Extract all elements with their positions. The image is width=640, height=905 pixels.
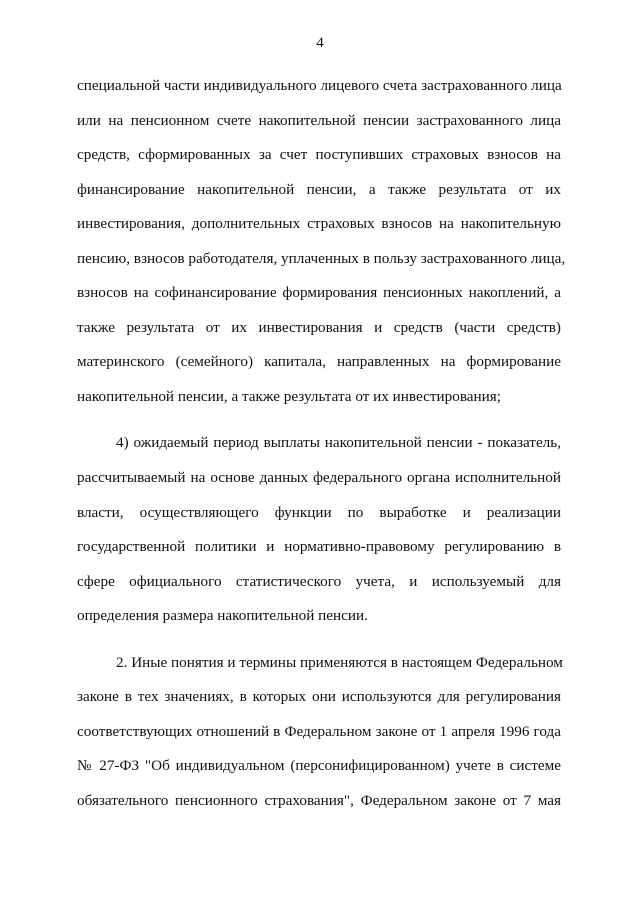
text-line: накопительной пенсии, а также результата от их инвестирования; <box>77 387 502 405</box>
text-line: материнского (семейного) капитала, направленных на формирование <box>77 353 561 371</box>
text-line: рассчитываемый на основе данных федерального органа исполнительной <box>77 469 561 487</box>
paragraph-1 <box>77 74 566 419</box>
text-line: законе в тех значениях, в которых они используются для регулирования <box>77 688 561 706</box>
text-line: средств, сформированных за счет поступивших страховых взносов на <box>77 146 561 164</box>
text-line: 2. Иные понятия и термины применяются в настоящем Федеральном <box>116 653 563 671</box>
text-line: пенсию, взносов работодателя, уплаченных в пользу застрахованного лица, <box>77 249 566 267</box>
text-line: также результата от их инвестирования и средств (части средств) <box>77 318 561 336</box>
text-line: соответствующих отношений в Федеральном законе от 1 апреля 1996 года <box>77 722 561 740</box>
text-line: власти, осуществляющего функции по выработке и реализации <box>77 503 561 521</box>
paragraph-2 <box>77 431 561 638</box>
paragraph-3 <box>77 651 561 824</box>
text-line: определения размера накопительной пенсии. <box>77 607 368 625</box>
text-line: финансирование накопительной пенсии, а также результата от их <box>77 180 561 198</box>
text-line: 4) ожидаемый период выплаты накопительной пенсии - показатель, <box>116 434 561 452</box>
text-line: или на пенсионном счете накопительной пенсии застрахованного лица <box>77 111 561 129</box>
text-line: обязательного пенсионного страхования", Федеральном законе от 7 мая <box>77 791 561 809</box>
text-line: инвестирования, дополнительных страховых взносов на накопительную <box>77 215 561 233</box>
page-number: 4 <box>316 35 324 51</box>
paragraph-gap <box>77 639 561 651</box>
text-line: специальной части индивидуального лицевого счета застрахованного лица <box>77 77 562 94</box>
document-body <box>77 74 566 823</box>
paragraph-gap <box>77 419 561 431</box>
text-line: сфере официального статистического учета, и используемый для <box>77 572 561 590</box>
text-line: № 27-ФЗ "Об индивидуальном (персонифицированном) учете в системе <box>77 757 561 775</box>
text-line: государственной политики и нормативно-правовому регулированию в <box>77 538 561 556</box>
text-line: взносов на софинансирование формирования пенсионных накоплений, а <box>77 284 561 302</box>
